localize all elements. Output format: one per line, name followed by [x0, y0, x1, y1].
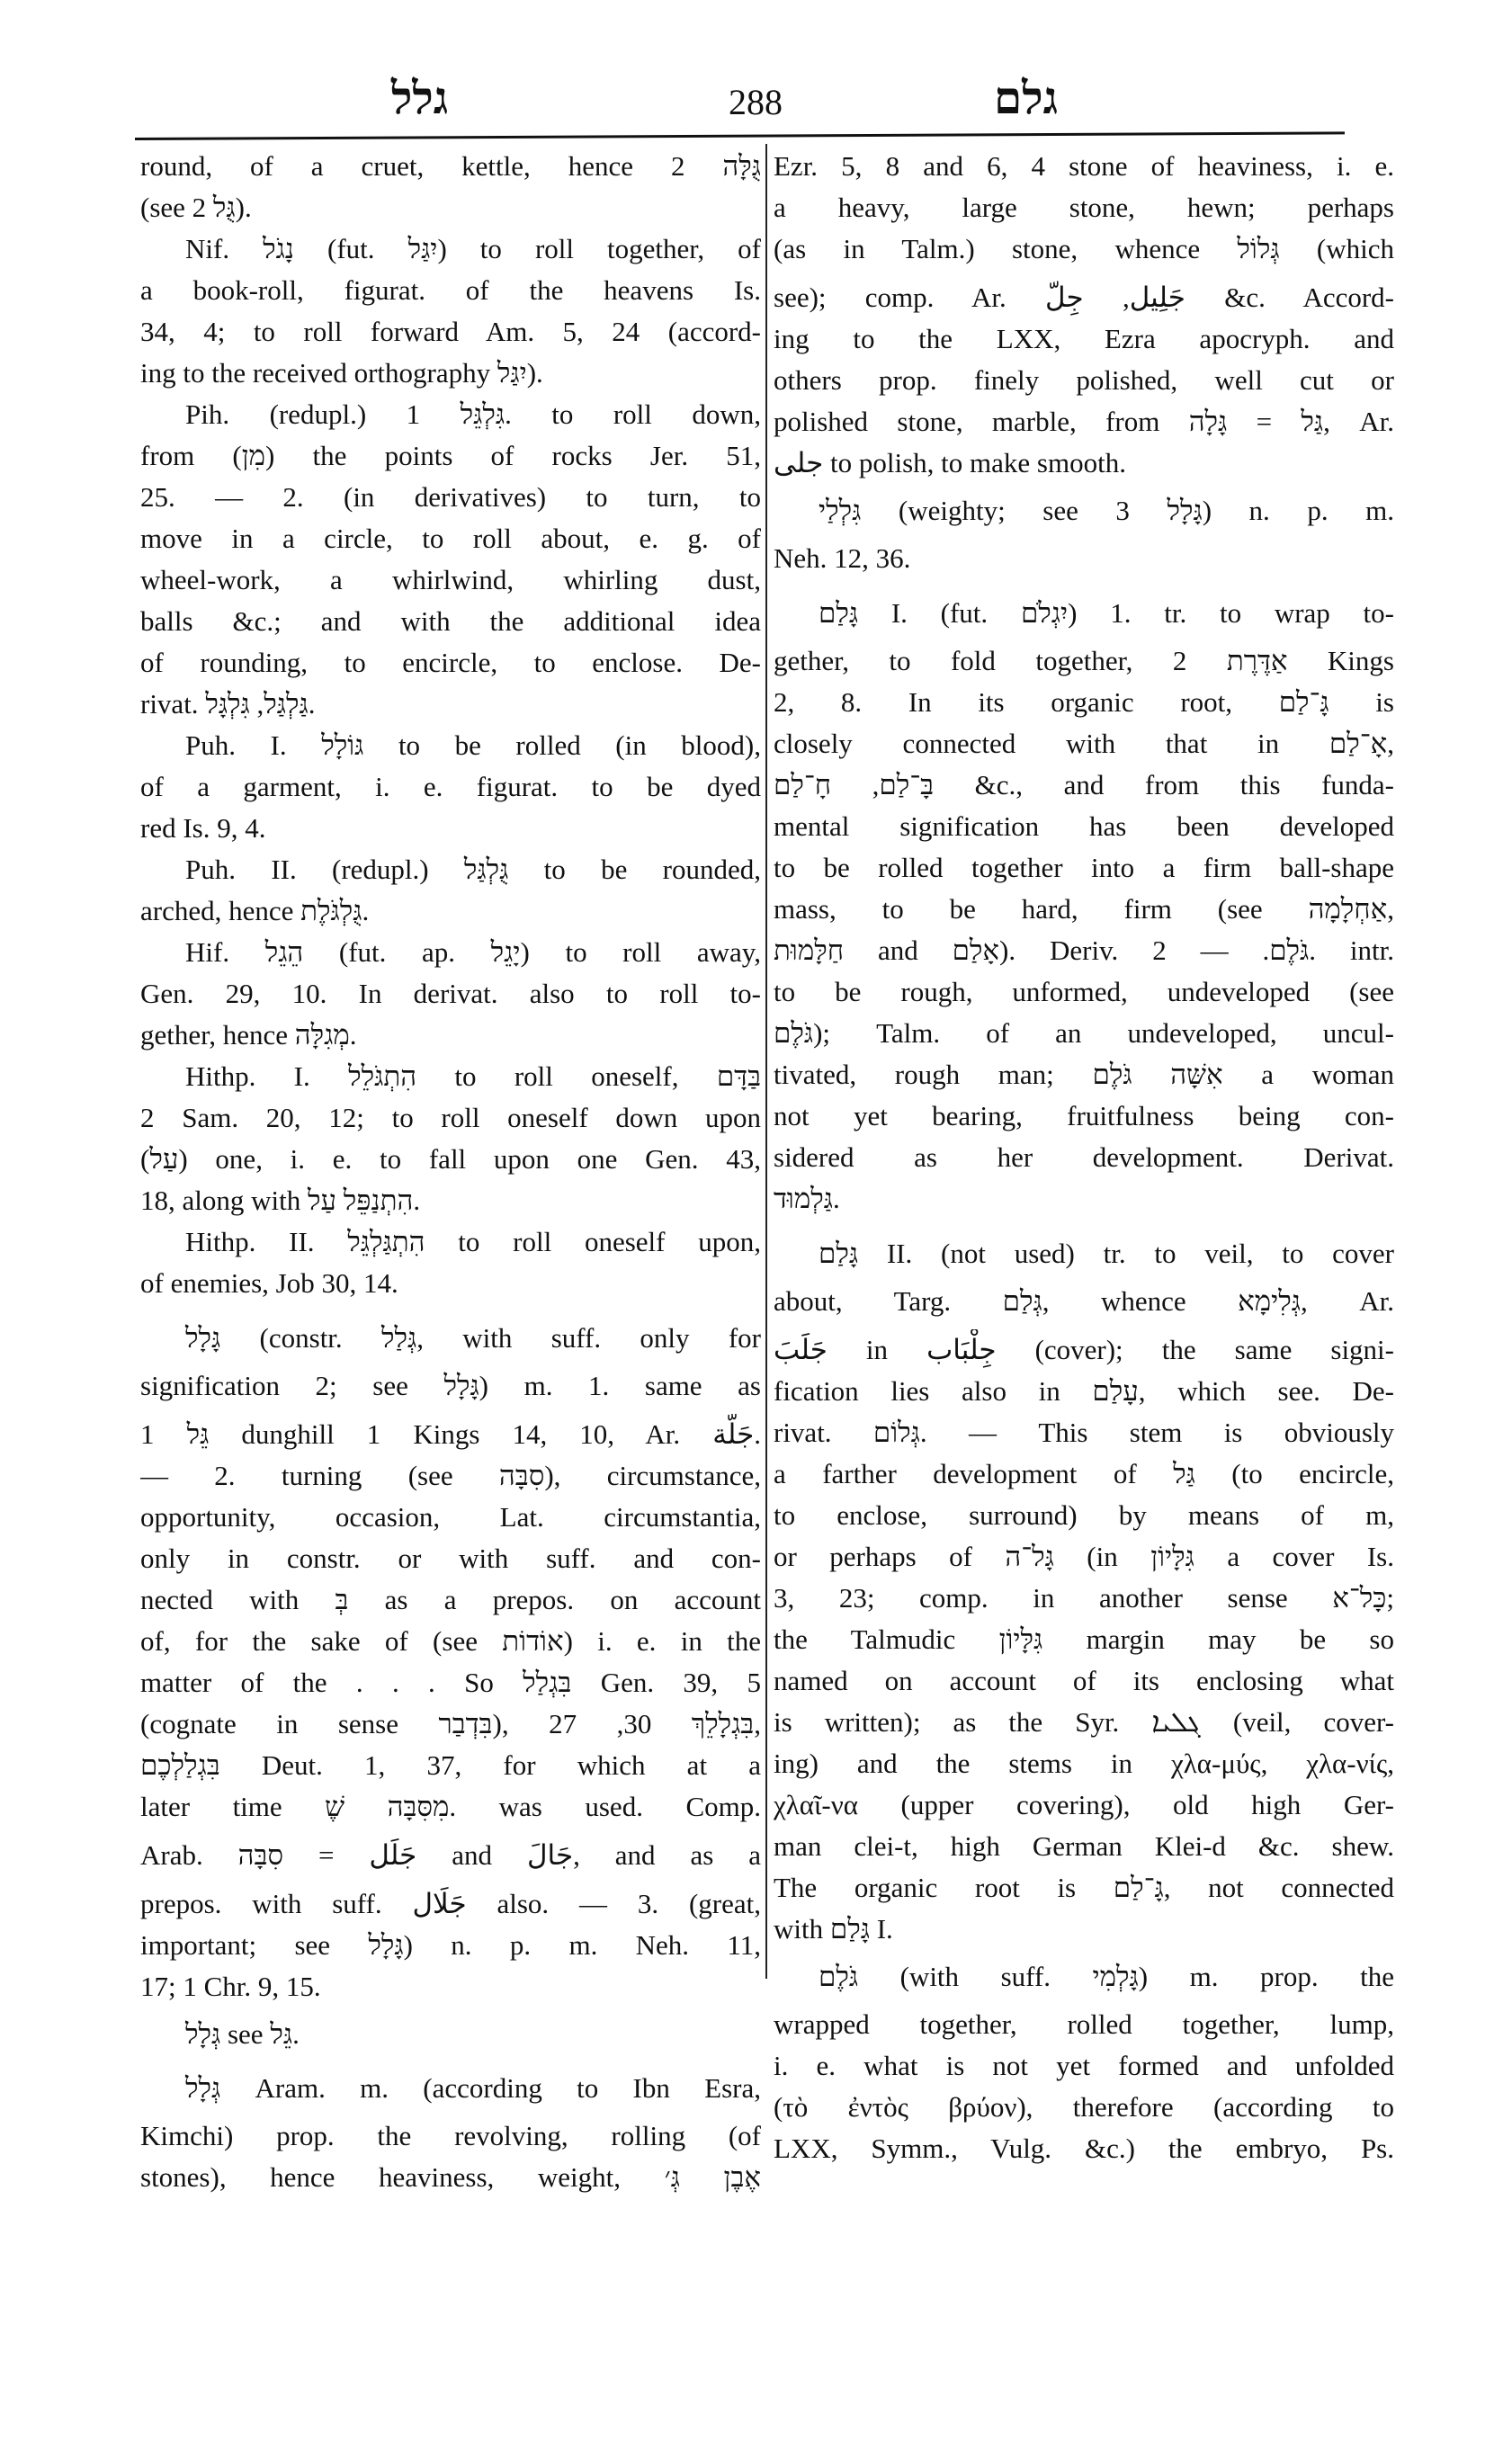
text-line: of rounding, to encircle, to enclose. De-	[140, 647, 761, 678]
text-line: i. e. what is not yet formed and unfolded	[774, 2050, 1394, 2081]
text-line: mental signification has been developed	[774, 810, 1394, 842]
text-line: (τὸ ἐντὸς βρύον), therefore (according to	[774, 2091, 1394, 2123]
text-line: sidered as her development. Derivat.	[774, 1141, 1394, 1173]
text-line: בָּ־לַם, חָ־לַם &c., and from this funda-	[774, 769, 1394, 800]
entry-headword-line: גָּלַם II. (not used) tr. to veil, to cover	[819, 1238, 1394, 1269]
text-line: closely connected with that in אָ־לַם,	[774, 728, 1394, 759]
text-line: balls &c.; and with the additional idea	[140, 605, 761, 637]
text-line: or perhaps of גָּל־ה (in גִּלָּיוֹן a cover Is.	[774, 1541, 1394, 1572]
text-line: جلى to polish, to make smooth.	[774, 447, 1126, 478]
text-line: χλαῖ-να (upper covering), old high Ger-	[774, 1789, 1394, 1820]
text-line: (עַל) one, i. e. to fall upon one Gen. 43,	[140, 1143, 761, 1175]
text-line: to enclose, surround) by means of m,	[774, 1499, 1394, 1531]
text-line: 34, 4; to roll forward Am. 5, 24 (accord-	[140, 316, 761, 347]
text-line: (cognate in sense בִּדְבַר), בִּגְלָלֵךְ 30, 27,	[140, 1708, 761, 1739]
text-line: with גָּלַם I.	[774, 1913, 893, 1945]
text-line: only in constr. or with suff. and con-	[140, 1542, 761, 1574]
text-line: to be rough, unformed, undeveloped (see	[774, 976, 1394, 1007]
text-line: gether, hence מְגִלָּה.	[140, 1019, 357, 1051]
text-line: gether, to fold together, אַדֶּרֶת 2 Kings	[774, 645, 1394, 676]
text-line: of, for the sake of (see אוֹדוֹת) i. e. in the	[140, 1625, 761, 1657]
text-line: wrapped together, rolled together, lump,	[774, 2008, 1394, 2040]
text-line: ing) and the stems in χλα-μύς, χλα-νίς,	[774, 1748, 1394, 1779]
text-line: wheel-work, a whirlwind, whirling dust,	[140, 564, 761, 595]
right-column	[774, 146, 1394, 2169]
entry-headword-line: גְּלָל Aram. m. (according to Ibn Esra,	[185, 2072, 761, 2104]
text-line: move in a circle, to roll about, e. g. of	[140, 523, 761, 554]
text-line: The organic root is גָּ־לַם, not connected	[774, 1872, 1394, 1903]
text-line: the Talmudic גִּלָּיוֹן margin may be so	[774, 1623, 1394, 1655]
text-line: جَلَبَ in جِلْبَاب (cover); the same signi-	[774, 1334, 1394, 1365]
text-line: בִּגְלַלְכֶם Deut. 1, 37, for which at a	[140, 1749, 761, 1781]
running-head-left-word: גלל	[391, 73, 449, 123]
text-line: polished stone, marble, from גַּל = גָּלָה, Ar.	[774, 406, 1394, 437]
text-line: 3, 23; comp. in another sense כָּל־א;	[774, 1582, 1394, 1614]
text-line: חַלָּמוּת and אָלַם). Deriv. גֹּלֶם. — 2. intr.	[774, 934, 1394, 966]
text-line: from (מִן) the points of rocks Jer. 51,	[140, 440, 761, 471]
text-line: stones), hence heaviness, weight, אֶבֶן גְּ׳	[140, 2161, 761, 2193]
text-line: 17; 1 Chr. 9, 15.	[140, 1971, 321, 2002]
text-line: Kimchi) prop. the revolving, rolling (of	[140, 2120, 761, 2151]
text-line: tivated, rough man; אִשָּׁה גֹּלֶם a woman	[774, 1059, 1394, 1090]
text-line: ing to the LXX, Ezra apocryph. and	[774, 323, 1394, 354]
text-line: of enemies, Job 30, 14.	[140, 1267, 398, 1299]
text-line: Puh. I. גּוֹלָל to be rolled (in blood),	[185, 729, 761, 761]
text-line: rivat. גַּלְגַּל, גִּלְגָּל.	[140, 688, 316, 720]
text-line: opportunity, occasion, Lat. circumstantia,	[140, 1501, 761, 1533]
text-line: a heavy, large stone, hewn; perhaps	[774, 192, 1394, 223]
text-line: signification 2; see גָּלָל) m. 1. same as	[140, 1370, 761, 1401]
text-line: others prop. finely polished, well cut or	[774, 364, 1394, 396]
text-line: Arab. جَلَل = סִבָּה and جَالَ, and as a	[140, 1839, 761, 1871]
text-line: Pih. (redupl.) גִּלְגֵּל 1. to roll down,	[185, 398, 761, 430]
text-line: LXX, Symm., Vulg. &c.) the embryo, Ps.	[774, 2133, 1394, 2164]
text-line: later time מִסִּבָּה שֶׁ. was used. Comp.	[140, 1791, 761, 1822]
text-line: גֹּלֶם); Talm. of an undeveloped, uncul-	[774, 1017, 1394, 1049]
text-line: Nif. נָגֹל (fut. יִגַּל) to roll together, of	[185, 233, 761, 264]
text-line: גֵּל 1 dunghill 1 Kings 14, 10, Ar. جَلَّة.	[140, 1418, 761, 1450]
entry-headword-line: גֹּלֶם (with suff. גָּלְמִי) m. prop. the	[819, 1961, 1394, 1992]
text-line: (see גֻּל 2).	[140, 192, 252, 223]
text-line: a book-roll, figurat. of the heavens Is.	[140, 274, 761, 306]
page-number: 288	[729, 82, 783, 122]
text-line: see); comp. Ar. جَلِيل, جِلّ &c. Accord-	[774, 282, 1394, 313]
entry-headword-line: גָּלָל (constr. גְּלַל, with suff. only for	[185, 1322, 761, 1354]
text-line: 25. — 2. (in derivatives) to turn, to	[140, 481, 761, 513]
text-line: man clei-t, high German Klei-d &c. shew.	[774, 1830, 1394, 1862]
text-line: nected with בְּ as a prepos. on account	[140, 1584, 761, 1615]
text-line: of a garment, i. e. figurat. to be dyed	[140, 771, 761, 802]
text-line: גַּלְמוּד.	[774, 1183, 840, 1214]
text-line: (as in Talm.) stone, whence גְּלוֹל (which	[774, 233, 1394, 264]
text-line: important; see גָּלָל) n. p. m. Neh. 11,	[140, 1929, 761, 1961]
text-line: round, of a cruet, kettle, hence גֻּלָּה 2	[140, 150, 761, 182]
left-column	[140, 146, 761, 2198]
text-line: Hithp. II. הִתְגַּלְגֵּל to roll oneself upon,	[185, 1226, 761, 1257]
column-divider	[765, 144, 767, 1979]
text-line: red Is. 9, 4.	[140, 812, 266, 844]
text-line: Neh. 12, 36.	[774, 542, 911, 574]
text-line: Puh. II. (redupl.) גֻּלְגַּל to be rounded,	[185, 854, 761, 885]
entry-headword-line: גְּלָל see גֵּל.	[185, 2018, 300, 2050]
text-line: Hithp. I. הִתְגֹּלֵל to roll oneself, בַּדָּם	[185, 1060, 761, 1092]
text-line: Ezr. 5, 8 and 6, 4 stone of heaviness, i. e.	[774, 150, 1394, 182]
text-line: prepos. with suff. جَلَال also. — 3. (great,	[140, 1888, 761, 1919]
text-line: to be rolled together into a firm ball-shape	[774, 852, 1394, 883]
running-head-right-word: גלם	[994, 73, 1059, 123]
text-line: mass, to be hard, firm (see אַחְלָמָה,	[774, 893, 1394, 925]
running-head	[135, 72, 1349, 135]
text-line: arched, hence גֻּלְגֹּלֶת.	[140, 895, 370, 926]
text-line: 2, 8. In its organic root, גָּ־לַם is	[774, 686, 1394, 718]
text-line: about, Targ. גְּלַם, whence גְּלִימָא, Ar.	[774, 1285, 1394, 1317]
text-line: fication lies also in עָלַם, which see. De-	[774, 1375, 1394, 1407]
text-line: matter of the . . . So בִּגְלַל Gen. 39, 5	[140, 1667, 761, 1698]
text-line: Hif. הֵגֵל (fut. ap. יָגֵל) to roll away,	[185, 936, 761, 968]
text-line: Gen. 29, 10. In derivat. also to roll to-	[140, 978, 761, 1009]
text-line: named on account of its enclosing what	[774, 1665, 1394, 1696]
text-line: 2 Sam. 20, 12; to roll oneself down upon	[140, 1102, 761, 1133]
entry-headword-line: גָּלַם I. (fut. יִגְלֹם) 1. tr. to wrap to-	[819, 597, 1394, 629]
text-line: 18, along with הִתְנַפֵּל עַל.	[140, 1185, 421, 1216]
text-line: not yet bearing, fruitfulness being con-	[774, 1100, 1394, 1131]
text-line: a farther development of גַּל (to encircle,	[774, 1458, 1394, 1489]
text-line: ing to the received orthography יִגַּל).	[140, 357, 543, 389]
entry-headword-line: גִּלְלַי (weighty; see גָּלָל 3) n. p. m.	[819, 495, 1394, 526]
text-line: rivat. גְּלוֹם. — This stem is obviously	[774, 1417, 1394, 1448]
text-line: — 2. turning (see סִבָּה), circumstance,	[140, 1460, 761, 1491]
text-line: is written); as the Syr. ܓܠܝܐ (veil, cover-	[774, 1706, 1394, 1738]
